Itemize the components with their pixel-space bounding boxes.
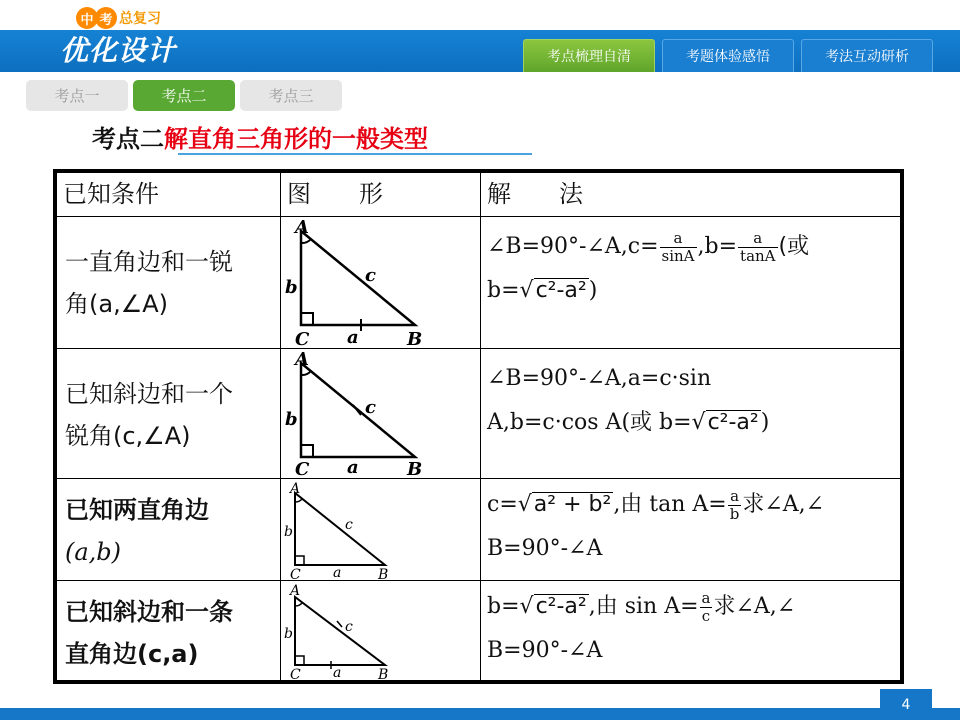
- solution-line-2: B=90°-∠A: [487, 536, 603, 561]
- radical-sign: √: [519, 594, 534, 619]
- triangle-figure: [281, 217, 481, 348]
- side-label-a: a: [333, 565, 342, 580]
- side-label-a: a: [333, 665, 342, 680]
- table-row: [57, 349, 900, 479]
- vertex-label-a: A: [290, 481, 301, 497]
- solution-line-1: ∠B=90°-∠A,a=c·sin: [487, 366, 712, 391]
- header-solution: 解 法: [487, 180, 583, 208]
- figure-cell: [281, 581, 481, 680]
- side-label-b: b: [285, 277, 298, 298]
- radical-sign: √: [691, 410, 706, 435]
- fraction-numerator: a: [728, 488, 742, 506]
- side-label-a: a: [347, 327, 359, 348]
- figure-cell: [281, 217, 481, 348]
- condition-line-1: 一直角边和一锐: [65, 248, 233, 276]
- radicand: c²-a²: [535, 278, 587, 303]
- solution-text: ∠B=90°-∠A,c=: [487, 234, 659, 259]
- heading-prefix: 考点二: [92, 124, 164, 153]
- solution-text: b=: [487, 594, 520, 619]
- figure-cell: [281, 349, 481, 478]
- solution-text: b=: [487, 278, 520, 303]
- solution-cell: [481, 479, 900, 580]
- topic-tab-2[interactable]: 考点二: [133, 80, 235, 111]
- side-label-b: b: [284, 626, 293, 642]
- solution-line-1: [487, 225, 894, 269]
- figure-cell: [281, 479, 481, 580]
- condition-line-2: 直角边(c,a): [65, 640, 199, 668]
- fraction-numerator: a: [660, 230, 697, 248]
- vertex-label-a: A: [295, 349, 309, 370]
- solution-line-1: [487, 483, 894, 527]
- fraction-numerator: a: [701, 588, 711, 607]
- heading-underline: [178, 153, 532, 155]
- radicand: c²-a²: [707, 410, 759, 435]
- solution-text: c=: [487, 492, 518, 517]
- fraction-denominator: tanA: [740, 246, 776, 265]
- table-header-row: [57, 173, 900, 217]
- vertex-label-c: C: [290, 567, 301, 580]
- topic-tab-1[interactable]: 考点一: [26, 80, 128, 111]
- solution-cell: [481, 581, 900, 680]
- vertex-label-a: A: [295, 217, 309, 238]
- solution-cell: [481, 349, 900, 478]
- vertex-label-b: B: [407, 459, 423, 478]
- side-label-b: b: [285, 409, 298, 430]
- vertex-label-b: B: [407, 329, 423, 348]
- condition-cell: [57, 349, 281, 478]
- side-label-c: c: [365, 265, 376, 286]
- solution-text: (或: [778, 234, 810, 259]
- vertex-label-c: C: [290, 667, 301, 680]
- radical-sign: √: [517, 492, 532, 517]
- topic-tab-3[interactable]: 考点三: [240, 80, 342, 111]
- solution-line-2: B=90°-∠A: [487, 638, 603, 663]
- brand-char-2: 考: [95, 7, 117, 29]
- fraction-denominator: b: [729, 504, 740, 523]
- condition-cell: [57, 479, 281, 580]
- nav-tab-practice[interactable]: 考题体验感悟: [662, 39, 794, 72]
- header-figure: 图 形: [281, 173, 481, 216]
- solution-line-2: [487, 401, 894, 445]
- solution-line-1: [487, 585, 894, 629]
- radical-sign: √: [519, 278, 534, 303]
- solution-text: 求∠A,∠: [713, 594, 796, 619]
- fraction-numerator: a: [738, 230, 777, 248]
- side-label-c: c: [345, 619, 353, 635]
- types-table: [53, 169, 904, 684]
- header-condition: 已知条件: [57, 173, 281, 216]
- fraction: [738, 230, 777, 265]
- nav-tab-review[interactable]: 考点梳理自清: [523, 39, 655, 72]
- table-row: [57, 217, 900, 349]
- condition-line-1: 已知两直角边: [65, 496, 209, 524]
- heading-title: 解直角三角形的一般类型: [164, 124, 428, 153]
- brand-char-1: 中: [76, 7, 98, 29]
- vertex-label-a: A: [290, 583, 301, 599]
- triangle-figure: [281, 479, 481, 580]
- condition-line-2: 角(a,∠A): [65, 290, 168, 318]
- bottom-bar: [0, 708, 960, 720]
- vertex-label-c: C: [295, 329, 310, 348]
- solution-text: ,由 sin A=: [588, 594, 699, 619]
- radicand: a² + b²: [533, 492, 612, 517]
- fraction: [728, 488, 742, 523]
- fraction-denominator: sinA: [661, 246, 695, 265]
- radicand: c²-a²: [535, 594, 587, 619]
- solution-text: A,b=c·cos A(或 b=: [487, 410, 692, 435]
- condition-cell: [57, 581, 281, 680]
- solution-text: ,b=: [697, 234, 738, 259]
- condition-line-2: 锐角(c,∠A): [65, 422, 191, 450]
- triangle-figure: [281, 349, 481, 478]
- side-label-b: b: [284, 524, 293, 540]
- condition-cell: [57, 217, 281, 348]
- solution-line-2: [487, 269, 894, 313]
- condition-line-1: 已知斜边和一条: [65, 598, 233, 626]
- fraction: [700, 590, 713, 625]
- triangle-figure: [281, 581, 481, 680]
- solution-text: ): [760, 410, 770, 435]
- fraction: [660, 230, 697, 265]
- vertex-label-c: C: [295, 459, 310, 478]
- brand-suffix: 总复习: [119, 11, 161, 27]
- side-label-c: c: [345, 517, 353, 533]
- table-row: [57, 581, 900, 680]
- page-number: 4: [880, 689, 932, 720]
- solution-text: ,由 tan A=: [613, 492, 727, 517]
- solution-text: 求∠A,∠: [742, 492, 825, 517]
- condition-line-2: [65, 531, 272, 573]
- brand-logo: 优化设计: [60, 34, 177, 67]
- side-label-c: c: [365, 397, 376, 418]
- solution-text: ): [588, 278, 598, 303]
- condition-line-1: 已知斜边和一个: [65, 380, 233, 408]
- fraction-denominator: c: [701, 606, 711, 625]
- condition-vars: (a,b): [65, 538, 122, 566]
- brand-logo-top: [76, 6, 161, 30]
- nav-tabs: [523, 39, 940, 72]
- nav-tab-analysis[interactable]: 考法互动研析: [801, 39, 933, 72]
- solution-cell: [481, 217, 900, 348]
- side-label-a: a: [347, 457, 359, 478]
- section-heading: [92, 122, 428, 156]
- vertex-label-b: B: [378, 667, 389, 680]
- topic-tabs: [26, 80, 347, 111]
- table-row: [57, 479, 900, 581]
- vertex-label-b: B: [378, 567, 389, 580]
